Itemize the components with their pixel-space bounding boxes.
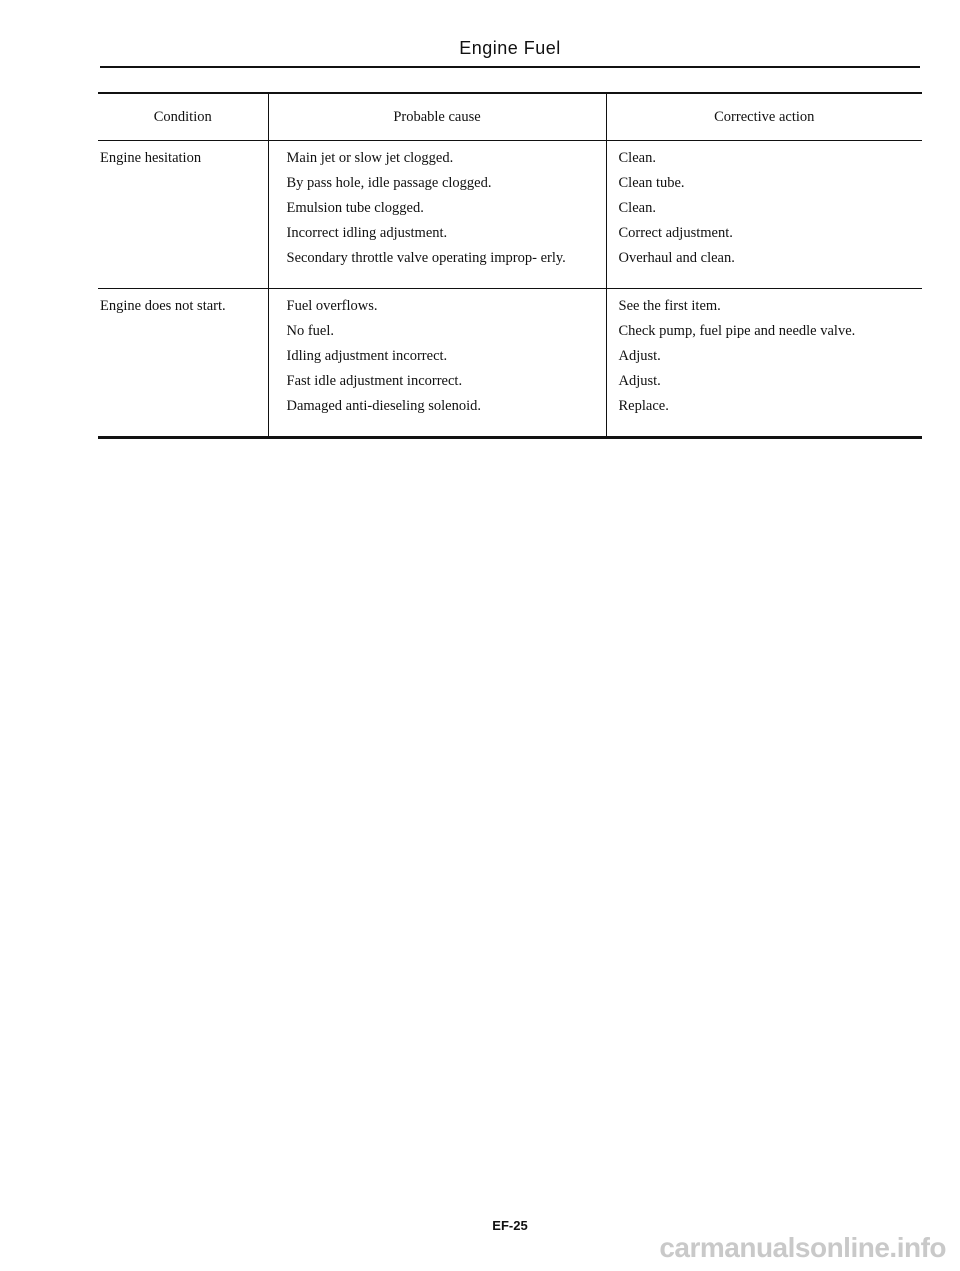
cause-item: Emulsion tube clogged.: [286, 200, 424, 216]
condition-cell: Engine hesitation: [100, 150, 202, 166]
table-header-row: [98, 93, 922, 141]
cause-item: Damaged anti-dieseling solenoid.: [286, 398, 481, 414]
action-item: Replace.: [618, 398, 669, 414]
cause-item: Idling adjustment incorrect.: [286, 348, 448, 364]
troubleshooting-table: [98, 92, 922, 439]
header-probable-cause: Probable cause: [268, 93, 606, 141]
action-cell: [606, 141, 922, 289]
cause-item: Fast idle adjustment incorrect.: [286, 373, 463, 389]
action-item: Adjust.: [618, 373, 661, 389]
cause-item: Main jet or slow jet clogged.: [286, 150, 454, 166]
cause-cell: [268, 141, 606, 289]
table-row: [98, 289, 922, 438]
action-item: Adjust.: [618, 348, 661, 364]
action-item: Correct adjustment.: [618, 225, 733, 241]
action-item: See the first item.: [618, 298, 721, 314]
table-row: [98, 141, 922, 289]
header-rule: [100, 66, 920, 68]
action-item: Check pump, fuel pipe and needle valve.: [618, 323, 856, 339]
cause-item: Fuel overflows.: [286, 298, 378, 314]
header-condition: Condition: [153, 108, 212, 125]
cause-item: No fuel.: [286, 323, 335, 339]
action-item: Clean tube.: [618, 175, 685, 191]
cause-item: By pass hole, idle passage clogged.: [286, 175, 492, 191]
action-item: Overhaul and clean.: [618, 250, 735, 266]
action-item: Clean.: [618, 150, 656, 166]
header-corrective-action: Corrective action: [606, 93, 922, 141]
cause-cell: [268, 289, 606, 438]
page-title: Engine Fuel: [459, 38, 561, 58]
condition-cell: Engine does not start.: [100, 298, 226, 314]
cause-item: Incorrect idling adjustment.: [286, 225, 448, 241]
action-item: Clean.: [618, 200, 656, 216]
page-number: EF-25: [492, 1218, 528, 1233]
cause-item: Secondary throttle valve operating improp- erly.: [286, 250, 566, 266]
action-cell: [606, 289, 922, 438]
watermark: carmanualsonline.info: [659, 1232, 946, 1263]
